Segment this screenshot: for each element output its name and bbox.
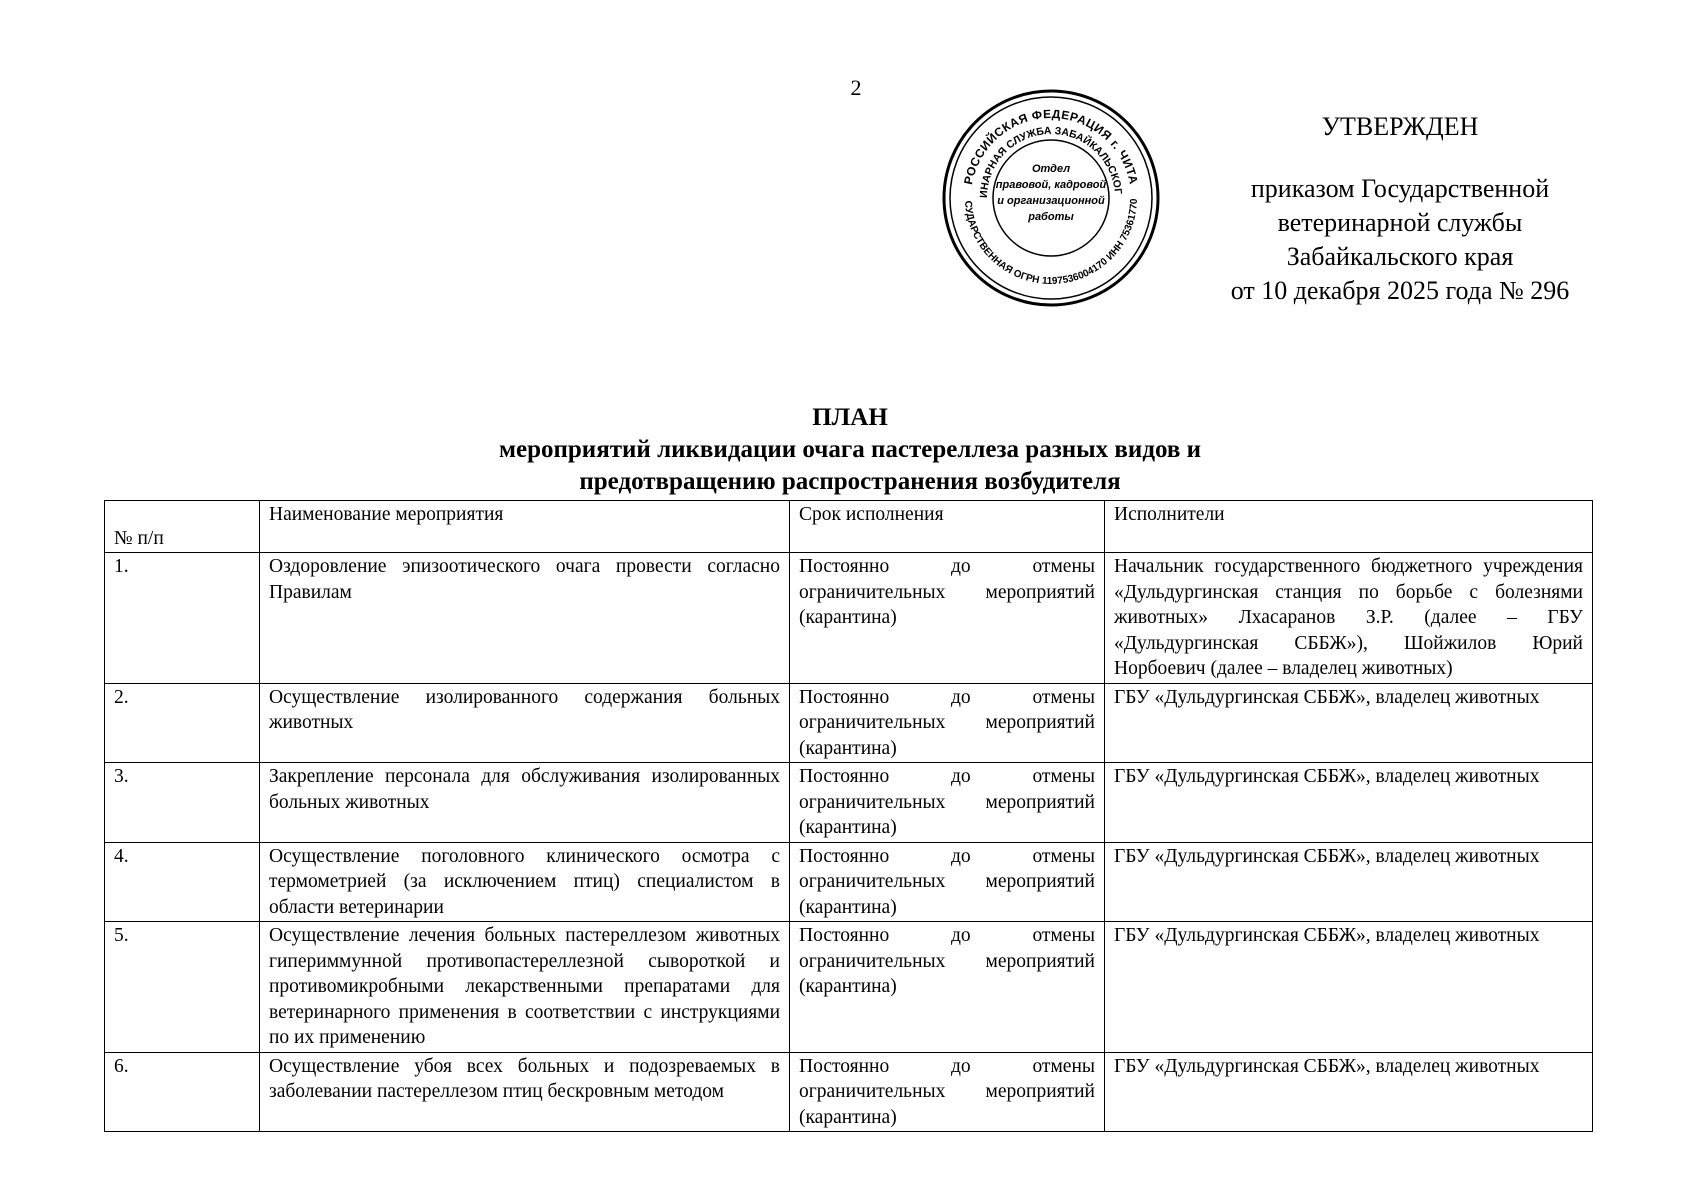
approval-line: Забайкальского края — [1286, 242, 1514, 271]
row-number: 4. — [105, 842, 260, 922]
plan-title — [100, 402, 1600, 498]
row-term: Постоянно до отмены ограничительных мероприятий (карантина) — [790, 922, 1105, 1053]
table-row — [105, 683, 1593, 763]
row-measure-name: Закрепление персонала для обслуживания изолированных больных животных — [260, 763, 790, 843]
official-seal-stamp — [935, 88, 1167, 308]
row-executors: ГБУ «Дульдургинская СББЖ», владелец животных — [1105, 1052, 1593, 1132]
row-executors: ГБУ «Дульдургинская СББЖ», владелец животных — [1105, 922, 1593, 1053]
row-term: Постоянно до отмены ограничительных мероприятий (карантина) — [790, 683, 1105, 763]
row-executors: Начальник государственного бюджетного учреждения «Дульдургинская станция по борьбе с болезнями животных» Лхасаранов З.Р. (далее – ГБУ «Дульдургинская СББЖ»), Шойжилов Юрий Норбоевич (далее – владелец животных) — [1105, 553, 1593, 684]
header-measure-name: Наименование мероприятия — [260, 501, 790, 553]
svg-text:правовой, кадровой: правовой, кадровой — [995, 179, 1107, 191]
row-number: 2. — [105, 683, 260, 763]
row-measure-name: Осуществление лечения больных пастереллезом животных гипериммунной противопастереллезной сывороткой и противомикробными лекарственными препаратами для ветеринарного применения в соответствии с инструкциями по их применению — [260, 922, 790, 1053]
row-number: 3. — [105, 763, 260, 843]
row-measure-name: Оздоровление эпизоотического очага провести согласно Правилам — [260, 553, 790, 684]
header-executors: Исполнители — [1105, 501, 1593, 553]
row-number: 5. — [105, 922, 260, 1053]
svg-text:ВЕТЕРИНАРНАЯ СЛУЖБА ЗАБАЙКАЛЬС: ИНАРНАЯ СЛУЖБА ЗАБАЙКАЛЬСКОГ — [977, 124, 1124, 199]
approval-order-reference — [1200, 172, 1600, 308]
approved-heading: УТВЕРЖДЕН — [1321, 112, 1479, 141]
table-row — [105, 922, 1593, 1053]
plan-title-main: ПЛАН — [812, 404, 888, 431]
row-measure-name: Осуществление убоя всех больных и подозреваемых в заболевании пастереллезом птиц бескровным методом — [260, 1052, 790, 1132]
header-term: Срок исполнения — [790, 501, 1105, 553]
svg-text:РОССИЙСКАЯ ФЕДЕРАЦИЯ г. ЧИТА: РОССИЙСКАЯ ФЕДЕРАЦИЯ г. ЧИТА — [961, 106, 1141, 186]
svg-text:работы: работы — [1028, 211, 1074, 223]
row-term: Постоянно до отмены ограничительных мероприятий (карантина) — [790, 763, 1105, 843]
table-row — [105, 763, 1593, 843]
plan-table — [104, 500, 1593, 1132]
row-executors: ГБУ «Дульдургинская СББЖ», владелец животных — [1105, 842, 1593, 922]
table-row — [105, 553, 1593, 684]
row-term: Постоянно до отмены ограничительных мероприятий (карантина) — [790, 553, 1105, 684]
row-executors: ГБУ «Дульдургинская СББЖ», владелец животных — [1105, 763, 1593, 843]
approval-line: от 10 декабря 2025 года № 296 — [1230, 276, 1570, 305]
page-number: 2 — [850, 75, 862, 100]
header-number: № п/п — [105, 501, 260, 553]
approval-block — [1200, 110, 1600, 308]
approval-line: приказом Государственной — [1250, 174, 1550, 203]
svg-text:ГОСУДАРСТВЕННАЯ ОГРН 119753600: СУДАРСТВЕННАЯ ОГРН 1197536004170 ИНН 75361770 — [961, 198, 1141, 288]
row-measure-name: Осуществление поголовного клинического осмотра с термометрией (за исключением птиц) специалистом в области ветеринарии — [260, 842, 790, 922]
row-number: 1. — [105, 553, 260, 684]
row-term: Постоянно до отмены ограничительных мероприятий (карантина) — [790, 842, 1105, 922]
table-row — [105, 1052, 1593, 1132]
plan-title-line: предотвращению распространения возбудителя — [579, 468, 1121, 495]
svg-text:Отдел: Отдел — [1031, 163, 1071, 175]
row-term: Постоянно до отмены ограничительных мероприятий (карантина) — [790, 1052, 1105, 1132]
table-row — [105, 842, 1593, 922]
row-executors: ГБУ «Дульдургинская СББЖ», владелец животных — [1105, 683, 1593, 763]
row-measure-name: Осуществление изолированного содержания больных животных — [260, 683, 790, 763]
svg-text:и организационной: и организационной — [997, 195, 1105, 207]
plan-title-line: мероприятий ликвидации очага пастереллеза разных видов и — [498, 436, 1202, 463]
approval-line: ветеринарной службы — [1277, 208, 1523, 237]
table-header-row — [105, 501, 1593, 553]
row-number: 6. — [105, 1052, 260, 1132]
